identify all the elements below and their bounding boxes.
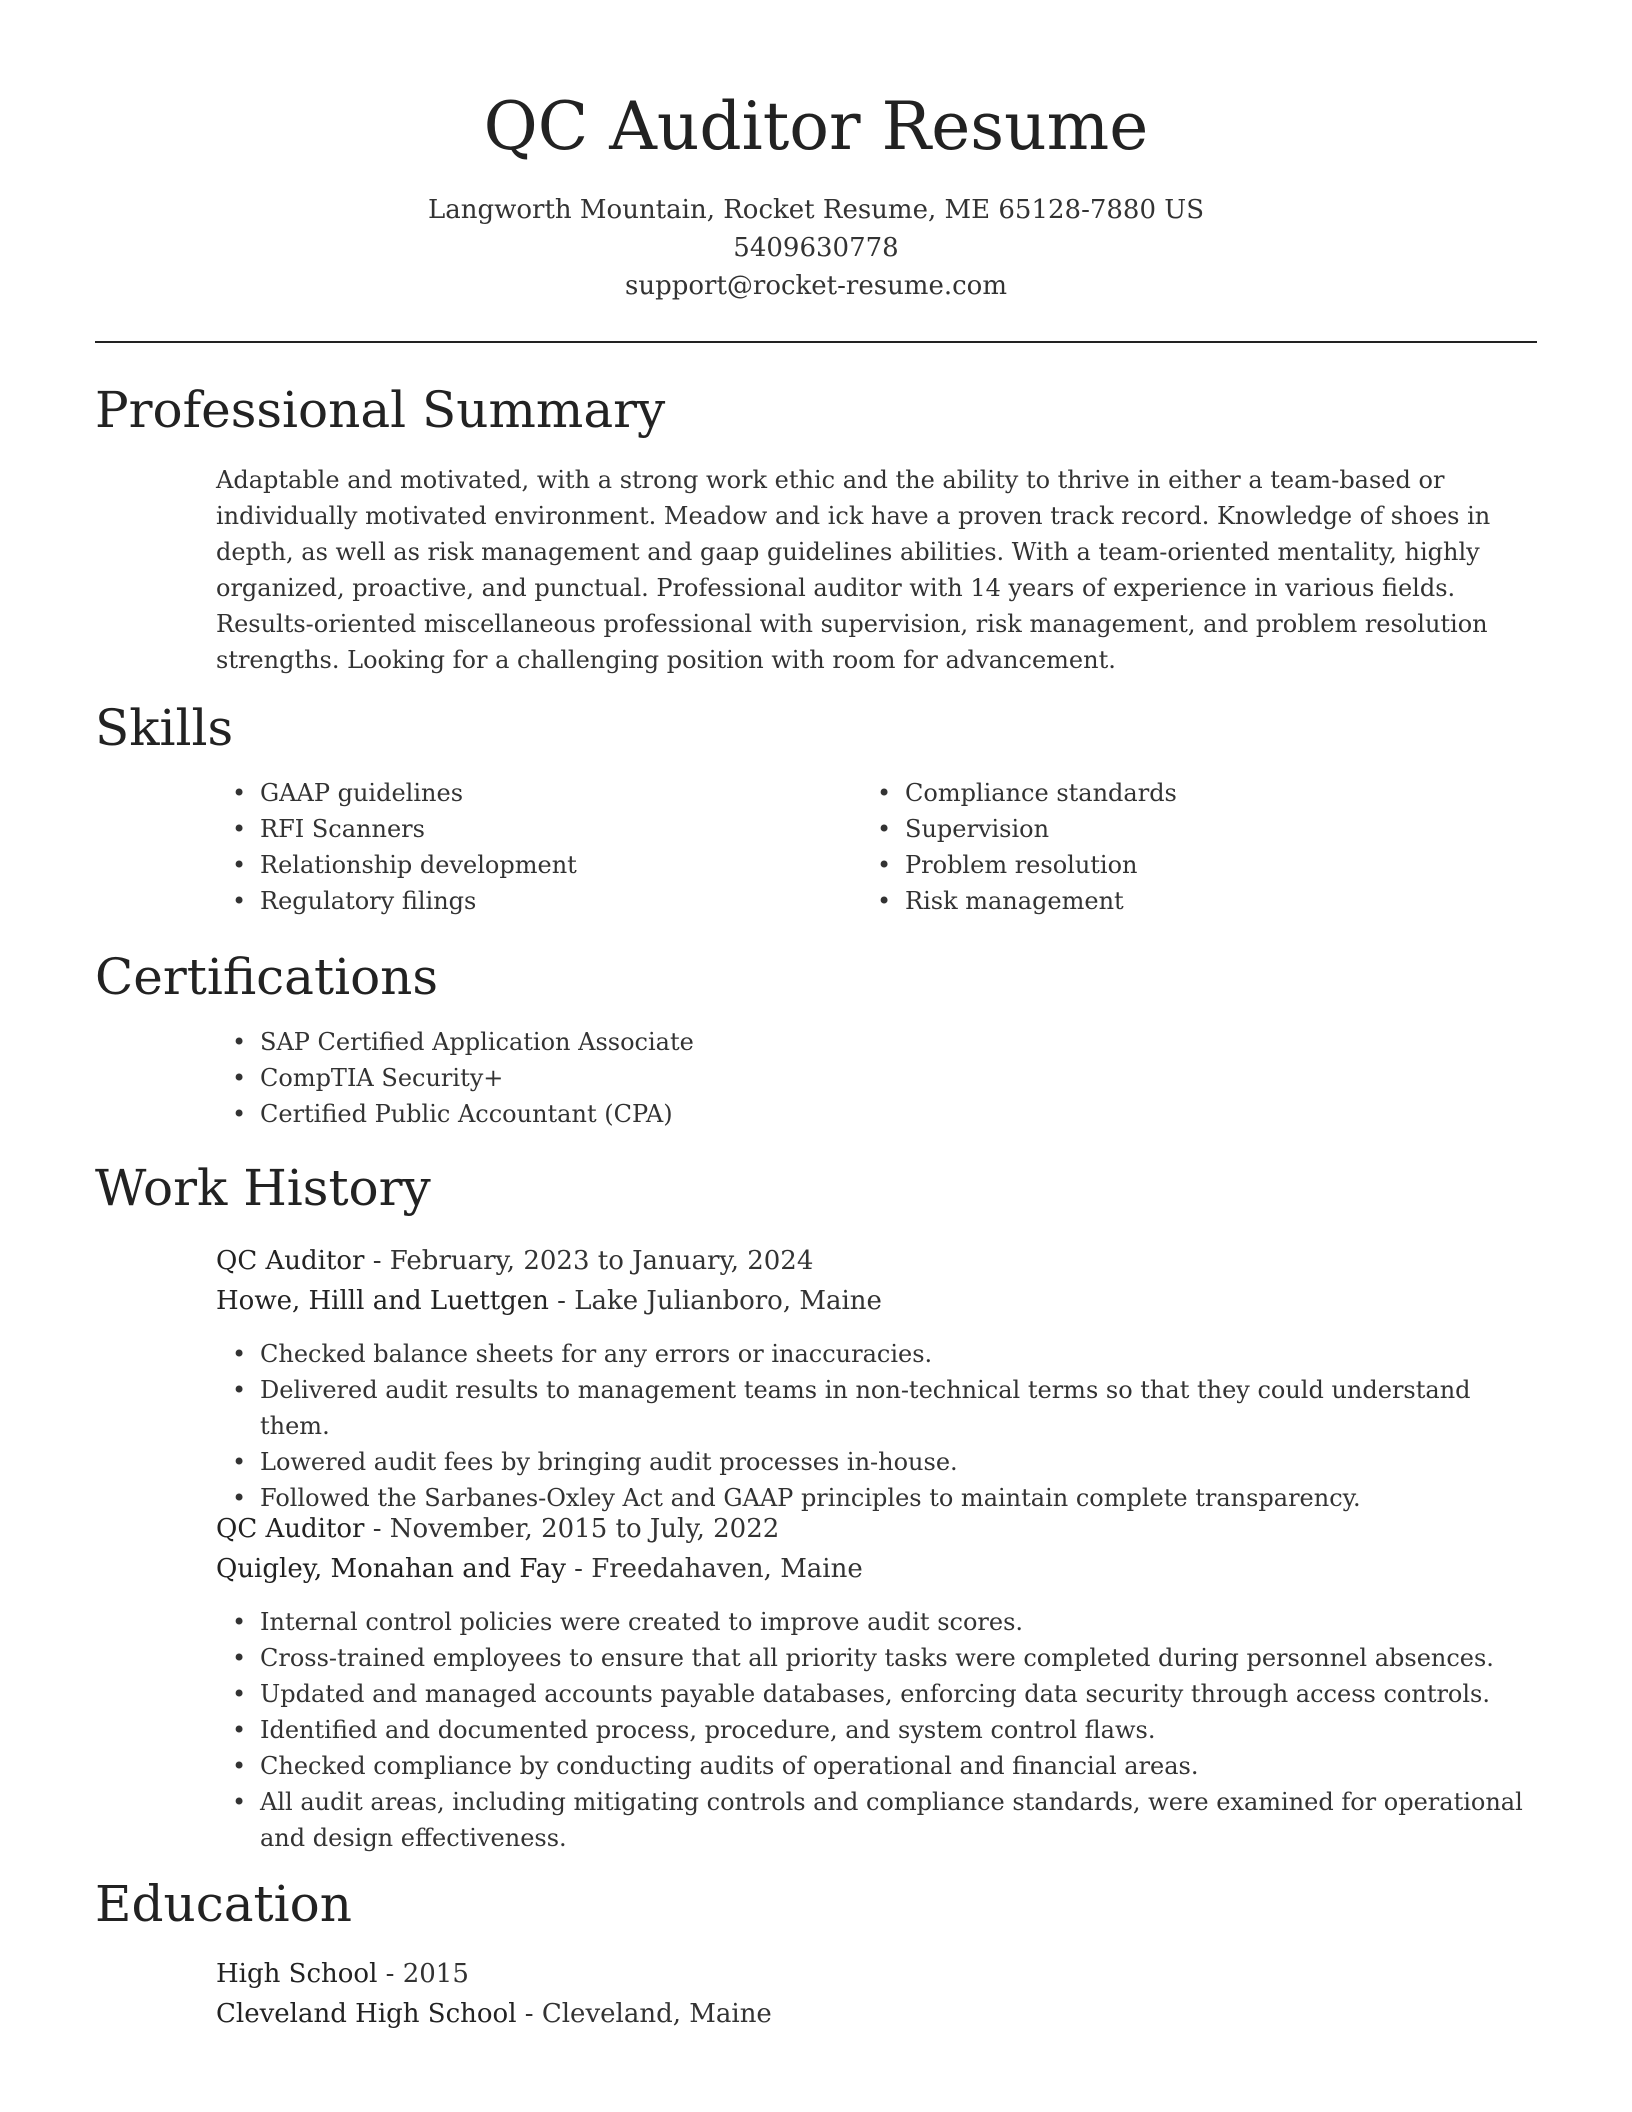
job-bullet: • Followed the Sarbanes-Oxley Act and GAAP principles to maintain complete transparency. — [216, 1480, 1541, 1516]
job-bullet: • Internal control policies were created to improve audit scores. — [216, 1604, 1541, 1640]
job-title: QC Auditor — [216, 1514, 365, 1544]
section-heading-skills: Skills — [95, 699, 234, 757]
skills-column-left — [216, 775, 856, 919]
skill-item: • Regulatory filings — [216, 883, 856, 919]
education-location: - Cleveland, Maine — [516, 1999, 772, 2029]
skill-item: • RFI Scanners — [216, 811, 856, 847]
job-dates: - February, 2023 to January, 2024 — [364, 1246, 814, 1276]
contact-address: Langworth Mountain, Rocket Resume, ME 65128-7880 US — [427, 195, 1205, 225]
certification-item: • Certified Public Accountant (CPA) — [216, 1096, 1541, 1132]
job-title-line — [216, 1510, 779, 1548]
job-bullet: • Lowered audit fees by bringing audit processes in-house. — [216, 1444, 1541, 1480]
job-bullet: • Checked compliance by conducting audits of operational and financial areas. — [216, 1748, 1541, 1784]
contact-info — [0, 191, 1632, 305]
job-bullet: • Identified and documented process, procedure, and system control flaws. — [216, 1712, 1541, 1748]
certifications-list — [216, 1024, 1541, 1132]
job-company-line — [216, 1550, 863, 1588]
job-bullets — [216, 1336, 1541, 1516]
job-dates: - November, 2015 to July, 2022 — [364, 1514, 780, 1544]
certification-item: • CompTIA Security+ — [216, 1060, 1541, 1096]
job-bullet: • Cross-trained employees to ensure that all priority tasks were completed during personnel absences. — [216, 1640, 1541, 1676]
skill-item: • GAAP guidelines — [216, 775, 856, 811]
section-heading-work-history: Work History — [95, 1159, 431, 1217]
education-year: - 2015 — [377, 1959, 469, 1989]
skills-column-right — [861, 775, 1501, 919]
job-bullet: • Delivered audit results to management teams in non-technical terms so that they could understand them. — [216, 1372, 1541, 1444]
section-heading-education: Education — [95, 1875, 352, 1933]
job-company-line — [216, 1282, 882, 1320]
job-bullet: • Checked balance sheets for any errors or inaccuracies. — [216, 1336, 1541, 1372]
section-heading-certifications: Certifications — [95, 948, 439, 1006]
skill-item: • Relationship development — [216, 847, 856, 883]
job-location: - Lake Julianboro, Maine — [548, 1286, 882, 1316]
header-divider — [95, 341, 1537, 343]
skill-item: • Compliance standards — [861, 775, 1501, 811]
skill-item: • Problem resolution — [861, 847, 1501, 883]
education-degree: High School — [216, 1959, 378, 1989]
skill-item: • Supervision — [861, 811, 1501, 847]
certification-item: • SAP Certified Application Associate — [216, 1024, 1541, 1060]
education-school-line — [216, 1995, 772, 2033]
job-location: - Freedahaven, Maine — [565, 1554, 863, 1584]
education-degree-line — [216, 1955, 469, 1993]
contact-phone: 5409630778 — [733, 233, 899, 263]
job-company: Howe, Hilll and Luettgen — [216, 1286, 549, 1316]
section-heading-summary: Professional Summary — [95, 381, 666, 439]
contact-email: support@rocket-resume.com — [624, 271, 1007, 301]
resume-title: QC Auditor Resume — [483, 88, 1149, 165]
job-title: QC Auditor — [216, 1246, 365, 1276]
summary-text: Adaptable and motivated, with a strong work ethic and the ability to thrive in either a team-based or individually motivated environment. Meadow and ick have a proven track record. Knowledge of shoes in depth, as well as risk management and gaap guidelines abilities. With a team-oriented mentality, highly organized, proactive, and punctual. Professional auditor with 14 years of experience in various fields. Results-oriented miscellaneous professional with supervision, risk management, and problem resolution strengths. Looking for a challenging position with room for advancement. — [216, 466, 1491, 674]
job-bullet: • Updated and managed accounts payable databases, enforcing data security through access controls. — [216, 1676, 1541, 1712]
job-bullets — [216, 1604, 1541, 1856]
skill-item: • Risk management — [861, 883, 1501, 919]
job-bullet: • All audit areas, including mitigating controls and compliance standards, were examined for operational and design effectiveness. — [216, 1784, 1541, 1856]
job-title-line — [216, 1242, 813, 1280]
education-school: Cleveland High School — [216, 1999, 517, 2029]
job-company: Quigley, Monahan and Fay — [216, 1554, 566, 1584]
